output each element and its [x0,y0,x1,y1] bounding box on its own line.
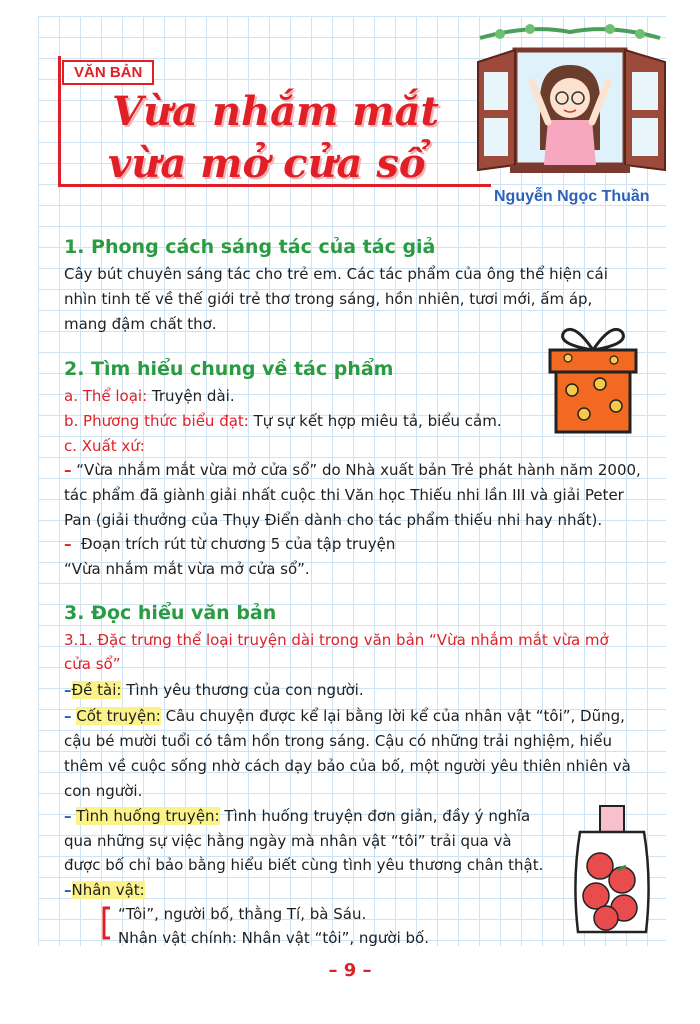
subsection-heading: 3.1. Đặc trưng thể loại truyện dài trong văn bản “Vừa nhắm mắt vừa mở [64,631,609,649]
section1-line: Cây bút chuyên sáng tác cho trẻ em. Các tác phẩm của ông thể hiện cái [64,265,608,283]
origin-line: Pan (giải thưởng của Thụy Điển dành cho tác phẩm thiếu nhi hay nhất). [64,511,603,529]
characters-line: “Tôi”, người bố, thằng Tí, bà Sáu. [118,905,367,923]
characters-row [64,878,145,902]
excerpt-line [64,532,395,556]
plot-row [64,704,625,728]
theme-row [64,678,364,702]
origin-line [64,458,641,482]
mode-value: Tự sự kết hợp miêu tả, biểu cảm. [248,412,502,430]
bracket-marker [100,906,112,940]
theme-label: Đề tài: [71,681,122,699]
plot-line: con người. [64,782,143,800]
genre-label: a. Thể loại: [64,387,148,405]
section-tag: VĂN BẢN [62,60,154,85]
dash-marker: – [64,461,72,479]
dash-marker: – [64,535,72,553]
dash-marker: – [64,807,72,825]
plot-line: thêm về cuộc sống nhờ cách dạy bảo của bố, một người yêu thiên nhiên và [64,757,631,775]
section1-line: nhìn tinh tế về thế giới trẻ thơ trong sáng, hồn nhiên, tươi mới, ấm áp, [64,290,593,308]
gift-box-illustration [544,322,642,437]
situation-first: Tình huống truyện đơn giản, đầy ý nghĩa [219,807,531,825]
genre-value: Truyện dài. [147,387,235,405]
title-line-2: vừa mở cửa sổ [108,140,426,187]
mode-row [64,409,502,433]
section2-heading: 2. Tìm hiểu chung về tác phẩm [64,358,394,380]
origin-label: c. Xuất xứ: [64,437,145,455]
plot-label: Cốt truyện: [76,707,161,725]
situation-line: qua những sự việc hằng ngày mà nhân vật “tôi” trải qua và [64,832,512,850]
title-line-1: Vừa nhắm mắt [112,88,440,135]
window-illustration [470,20,670,185]
plot-first: Câu chuyện được kể lại bằng lời kể của nhân vật “tôi”, Dũng, [160,707,625,725]
situation-row [64,804,530,828]
subsection-heading: cửa sổ” [64,655,121,673]
fruit-bag-illustration [566,800,658,938]
characters-line: Nhân vật chính: Nhân vật “tôi”, người bố. [118,929,430,947]
dash-marker: – [64,681,72,699]
section3-heading: 3. Đọc hiểu văn bản [64,602,277,624]
plot-line: cậu bé mười tuổi có tâm hồn trong sáng. Cậu có những trải nghiệm, hiểu [64,732,612,750]
characters-label: Nhân vật: [71,881,145,899]
dash-marker: – [64,881,72,899]
section1-heading: 1. Phong cách sáng tác của tác giả [64,236,436,258]
excerpt-text: Đoạn trích rút từ chương 5 của tập truyện [81,535,396,553]
mode-label: b. Phương thức biểu đạt: [64,412,249,430]
genre-row [64,384,235,408]
theme-value: Tình yêu thương của con người. [121,681,364,699]
situation-label: Tình huống truyện: [76,807,220,825]
origin-text: “Vừa nhắm mắt vừa mở cửa sổ” do Nhà xuất bản Trẻ phát hành năm 2000, [76,461,641,479]
origin-line: tác phẩm đã giành giải nhất cuộc thi Văn học Thiếu nhi lần III và giải Peter [64,486,624,504]
author-name: Nguyễn Ngọc Thuần [494,188,650,205]
section1-line: mang đậm chất thơ. [64,315,217,333]
situation-line: được bố chỉ bảo bằng hiểu biết cùng tình yêu thương chân thật. [64,856,544,874]
dash-marker: – [64,707,72,725]
excerpt-line: “Vừa nhắm mắt vừa mở cửa sổ”. [64,560,310,578]
page-number: – 9 – [328,960,372,981]
